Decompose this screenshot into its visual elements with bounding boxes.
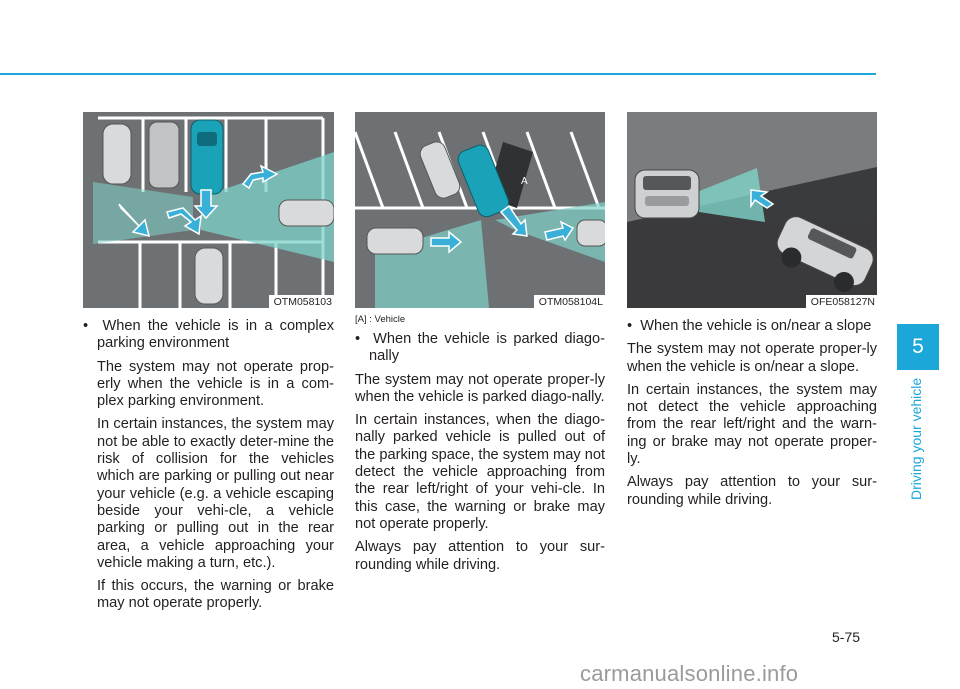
bullet-complex-parking: • When the vehicle is in a complex parking environment	[83, 318, 334, 352]
paragraph-middle-1: The system may not operate proper-ly when the vehicle is parked diago-nally.	[355, 371, 605, 405]
chapter-number-tab: 5	[897, 324, 939, 370]
paragraph-right-3: Always pay attention to your sur-rounding while driving.	[627, 474, 877, 508]
figure-caption: [A] : Vehicle	[355, 314, 406, 325]
watermark: carmanualsonline.info	[580, 661, 799, 686]
bullet-slope: • When the vehicle is on/near a slope	[627, 318, 872, 334]
column-left	[83, 112, 334, 613]
bullet-diagonal-parking: • When the vehicle is parked diago-nally	[355, 331, 606, 365]
paragraph-left-1: The system may not operate prop-erly when the vehicle is in a com-plex parking environment.	[97, 358, 334, 410]
figure-code-left: OTM058103	[269, 295, 334, 308]
paragraph-middle-3: Always pay attention to your sur-rounding while driving.	[355, 539, 605, 573]
figure-complex-parking	[83, 112, 334, 308]
figure-diagonal-parking	[355, 112, 605, 308]
paragraph-middle-2: In certain instances, when the diago-nally parked vehicle is pulled out of the parking space, the system may not detect the vehicle approaching from the rear left/right of your vehi-cle. In this case, the warning or brake may not operate properly.	[355, 412, 605, 532]
chapter-title-text: Driving your vehicle	[908, 377, 924, 500]
diagonal-parking-illustration	[355, 112, 605, 308]
chapter-title	[906, 378, 926, 518]
slope-illustration	[627, 112, 877, 308]
paragraph-right-2: In certain instances, the system may not detect the vehicle approaching from the rear left/right and the warn-ing or brake may not operate proper-ly.	[627, 381, 877, 468]
figure-slope	[627, 112, 877, 308]
page-number: 5-75	[832, 629, 861, 645]
column-right	[627, 112, 877, 509]
vehicle-a-label: A	[521, 176, 528, 187]
header-rule	[0, 73, 876, 75]
paragraph-right-1: The system may not operate proper-ly when the vehicle is on/near a slope.	[627, 341, 877, 375]
figure-code-right: OFE058127N	[806, 295, 877, 308]
figure-code-middle: OTM058104L	[534, 295, 605, 308]
paragraph-left-3: If this occurs, the warning or brake may not operate properly.	[97, 578, 334, 612]
complex-parking-illustration	[83, 112, 334, 308]
paragraph-left-2: In certain instances, the system may not be able to exactly deter-mine the risk of collision for the vehicles which are parking or pulling out near your vehicle (e.g. a vehicle escaping beside your vehi-cle, a vehicle parking or pulling out in the rear area, a vehicle approaching your vehicle making a turn, etc.).	[97, 416, 334, 571]
column-middle	[355, 112, 605, 574]
